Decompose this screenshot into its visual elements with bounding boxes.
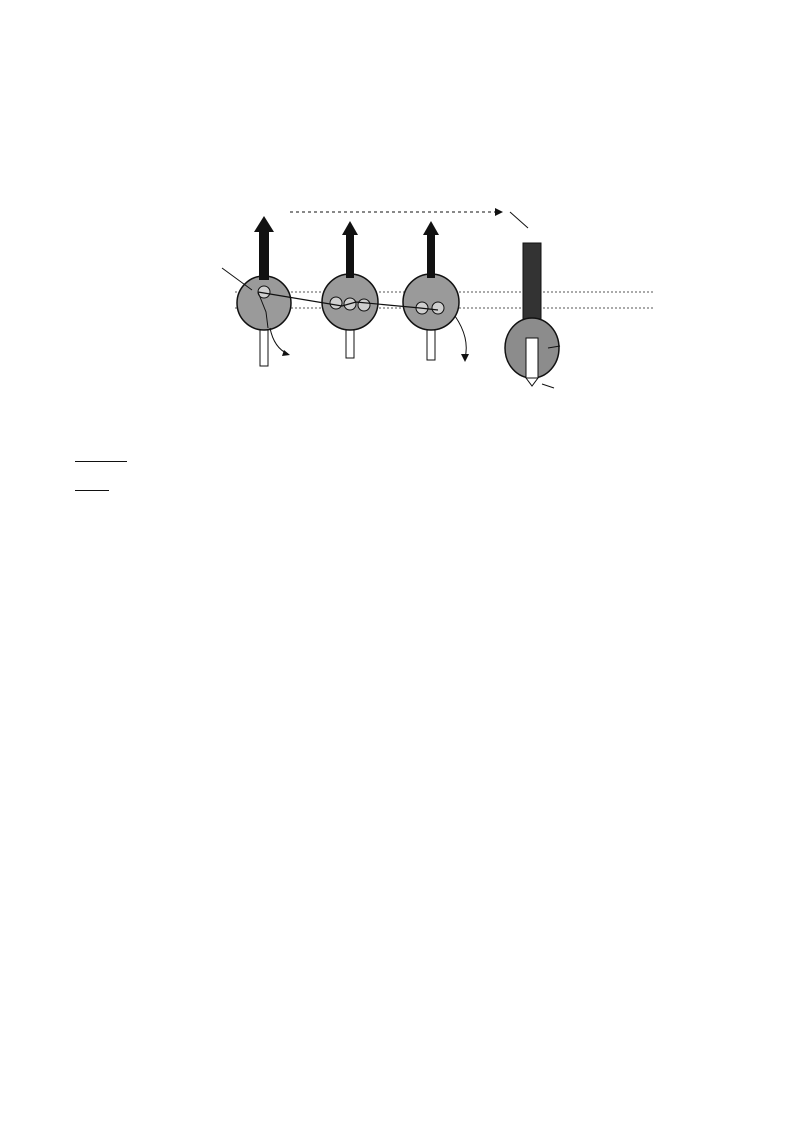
question-5-line (75, 472, 725, 494)
protein-complex-2 (322, 274, 378, 358)
protein-complex-1 (237, 276, 291, 366)
proton-pump-arrows (254, 216, 439, 280)
protein-complex-3 (403, 274, 459, 360)
mitochondria-electron-transport-diagram (170, 188, 660, 400)
question-4-line-2 (75, 443, 725, 465)
